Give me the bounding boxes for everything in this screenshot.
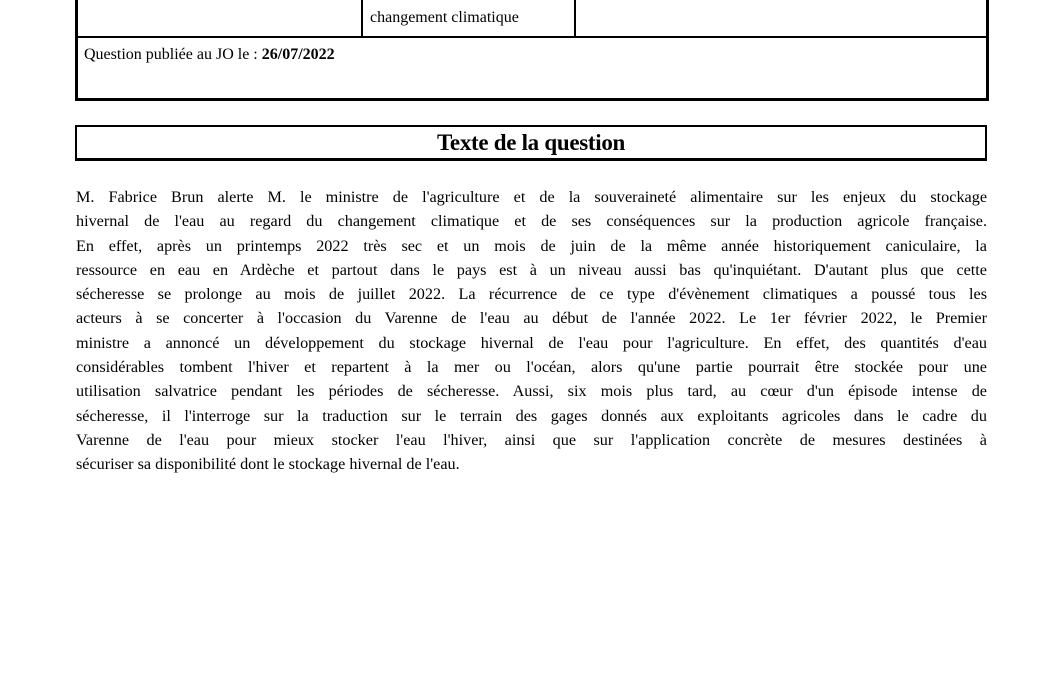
question-header-table (75, 0, 989, 101)
published-date: 26/07/2022 (261, 46, 335, 63)
text-line: hivernal de l'eau au regard du changement climatique et de ses conséquences sur la production agricole française. (76, 212, 987, 231)
section-header (75, 125, 987, 161)
question-text (76, 185, 987, 477)
text-line: Varenne de l'eau pour mieux stocker l'eau l'hiver, ainsi que sur l'application concrète de mesures destinées à (76, 430, 987, 449)
topic-cell-text: changement climatique (370, 9, 519, 26)
text-line: M. Fabrice Brun alerte M. le ministre de l'agriculture et de la souveraineté alimentaire sur les enjeux du stockage (76, 188, 987, 206)
text-line: acteurs à se concerter à l'occasion du Varenne de l'eau au début de l'année 2022. Le 1er février 2022, le Premier (76, 309, 987, 328)
text-line: En effet, après un printemps 2022 très sec et un mois de juin de la même année historiquement caniculaire, la (76, 236, 987, 255)
publication-date-row (84, 46, 335, 64)
text-line: sécuriser sa disponibilité dont le stockage hivernal de l'eau. (76, 455, 460, 474)
clipped-text-line (370, 0, 550, 2)
text-line: ressource en eau en Ardèche et partout dans le pays est à un niveau aussi bas qu'inquiétant. D'autant plus que cette (76, 260, 987, 279)
text-line: ministre a annoncé un développement du stockage hivernal de l'eau pour l'agriculture. En effet, des quantités d'eau (76, 333, 987, 352)
header-table-cell (78, 0, 363, 36)
section-title: Texte de la question (436, 130, 626, 155)
text-line: sécheresse se prolonge au mois de juillet 2022. La récurrence de ce type d'évènement climatiques a poussé tous les (76, 285, 987, 304)
published-label: Question publiée au JO le : (84, 46, 262, 63)
text-line: sécheresse, il l'interroge sur la traduction sur le terrain des gages donnés aux exploitants agricoles dans le cadre du (76, 406, 987, 425)
header-table-row (78, 0, 986, 38)
text-line: utilisation salvatrice pendant les périodes de sécheresse. Aussi, six mois plus tard, au cœur d'un épisode intense de (76, 382, 987, 401)
topic-cell (363, 0, 576, 36)
text-line: considérables tombent l'hiver et repartent à la mer ou l'océan, alors qu'une partie pourrait être stockée pour une (76, 358, 987, 377)
